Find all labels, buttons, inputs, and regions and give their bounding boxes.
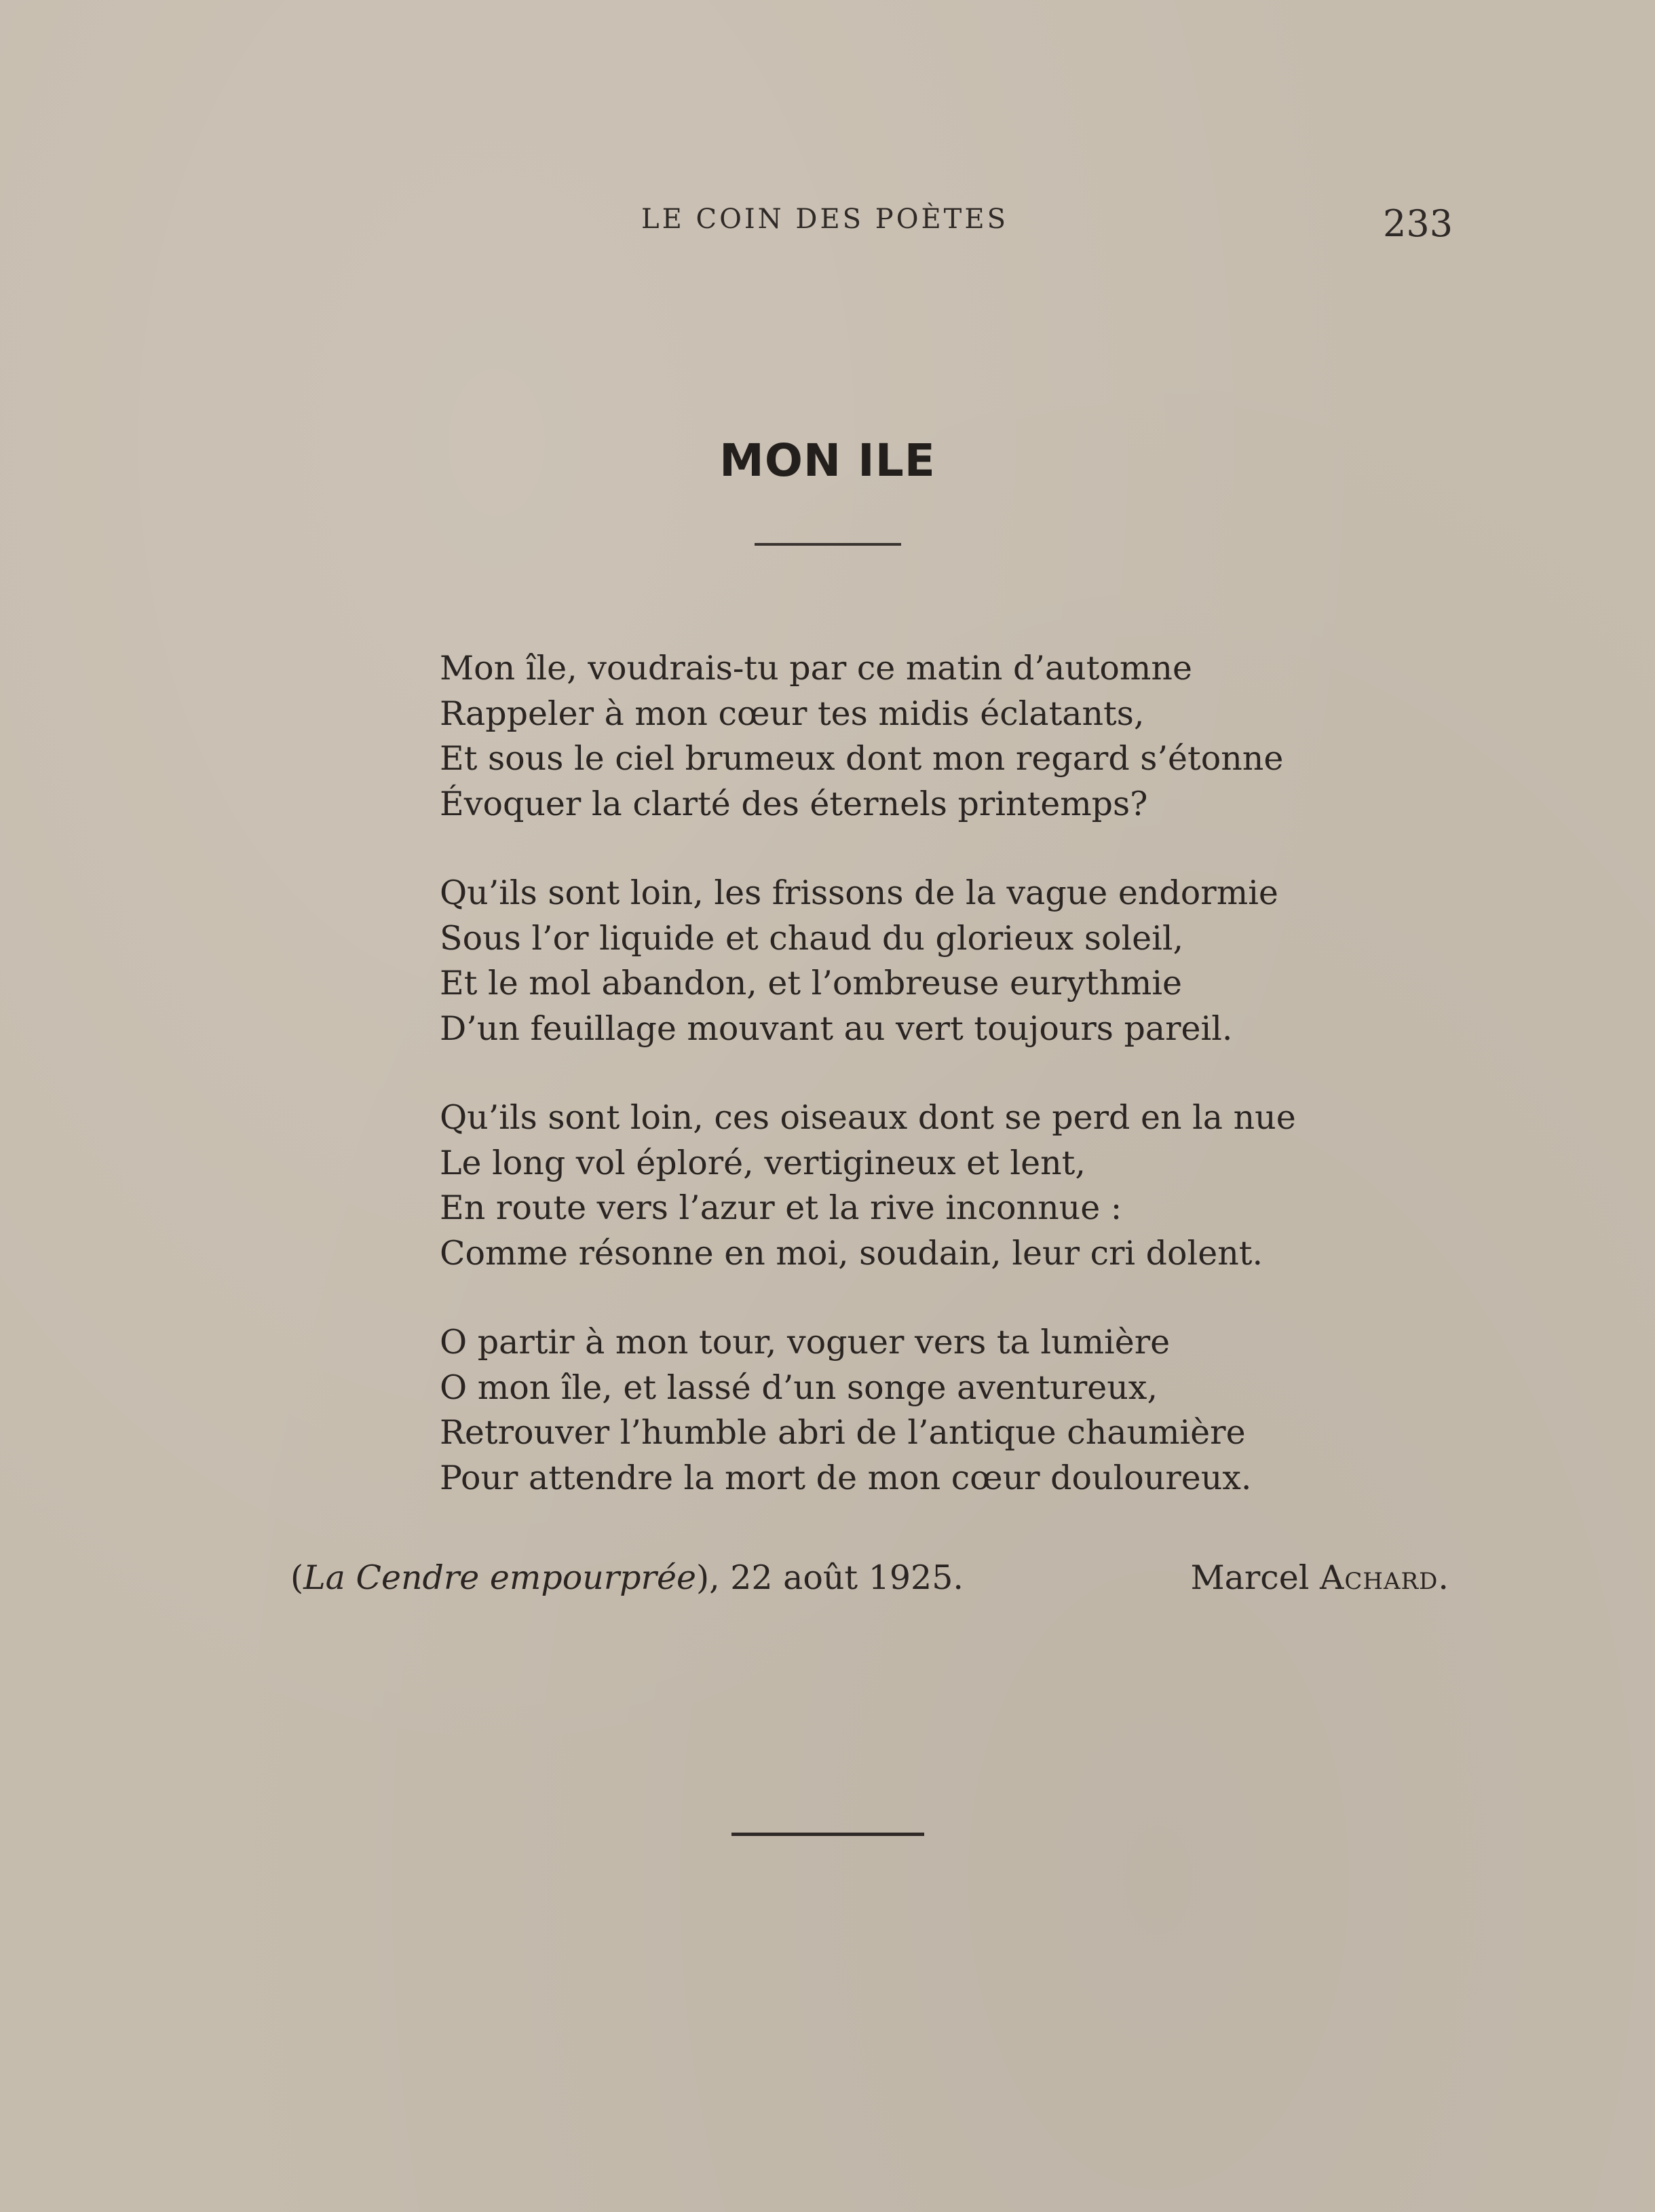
poem-title: MON ILE: [719, 434, 936, 487]
author-first-name: Marcel: [1190, 1558, 1320, 1597]
author-end: .: [1438, 1558, 1449, 1597]
poem-line: Pour attendre la mort de mon cœur douloureux.: [440, 1458, 1252, 1497]
poem-line: Le long vol éploré, vertigineux et lent,: [440, 1143, 1086, 1182]
poem-line: Qu’ils sont loin, les frissons de la vague endormie: [440, 874, 1278, 912]
poem-line: O partir à mon tour, voguer vers ta lumière: [440, 1323, 1171, 1362]
poem-line: Retrouver l’humble abri de l’antique chaumière: [440, 1413, 1246, 1452]
poem-line: Mon île, voudrais-tu par ce matin d’automne: [440, 649, 1192, 688]
stanza-4: [440, 1320, 1322, 1501]
poem-body: [440, 646, 1322, 1545]
poem-line: Qu’ils sont loin, ces oiseaux dont se perd en la nue: [440, 1098, 1296, 1137]
end-divider: [731, 1833, 924, 1836]
stanza-3: [440, 1095, 1322, 1276]
source-title: La Cendre empourprée: [303, 1558, 696, 1597]
poem-line: Comme résonne en moi, soudain, leur cri dolent.: [440, 1233, 1263, 1273]
source-attribution: [290, 1558, 964, 1597]
poem-line: Évoquer la clarté des éternels printemps?: [440, 784, 1148, 823]
stanza-1: [440, 646, 1322, 827]
author-surname: Achard: [1319, 1558, 1439, 1597]
source-date: ), 22 août 1925.: [696, 1558, 964, 1597]
running-head: LE COIN DES POÈTES: [641, 204, 1008, 235]
poem-line: Et sous le ciel brumeux dont mon regard s’étonne: [440, 739, 1284, 778]
poem-line: En route vers l’azur et la rive inconnue :: [440, 1188, 1122, 1227]
title-divider: [755, 543, 901, 546]
poem-line: Rappeler à mon cœur tes midis éclatants,: [440, 694, 1145, 733]
stanza-2: [440, 871, 1322, 1051]
open-paren: (: [290, 1558, 304, 1597]
page-number: 233: [1383, 202, 1453, 245]
poem-line: D’un feuillage mouvant au vert toujours pareil.: [440, 1009, 1233, 1048]
poem-line: O mon île, et lassé d’un songe aventureux,: [440, 1368, 1158, 1407]
poem-line: Et le mol abandon, et l’ombreuse eurythmie: [440, 964, 1183, 1002]
poem-line: Sous l’or liquide et chaud du glorieux soleil,: [440, 918, 1184, 958]
author-signature: [1190, 1558, 1449, 1597]
